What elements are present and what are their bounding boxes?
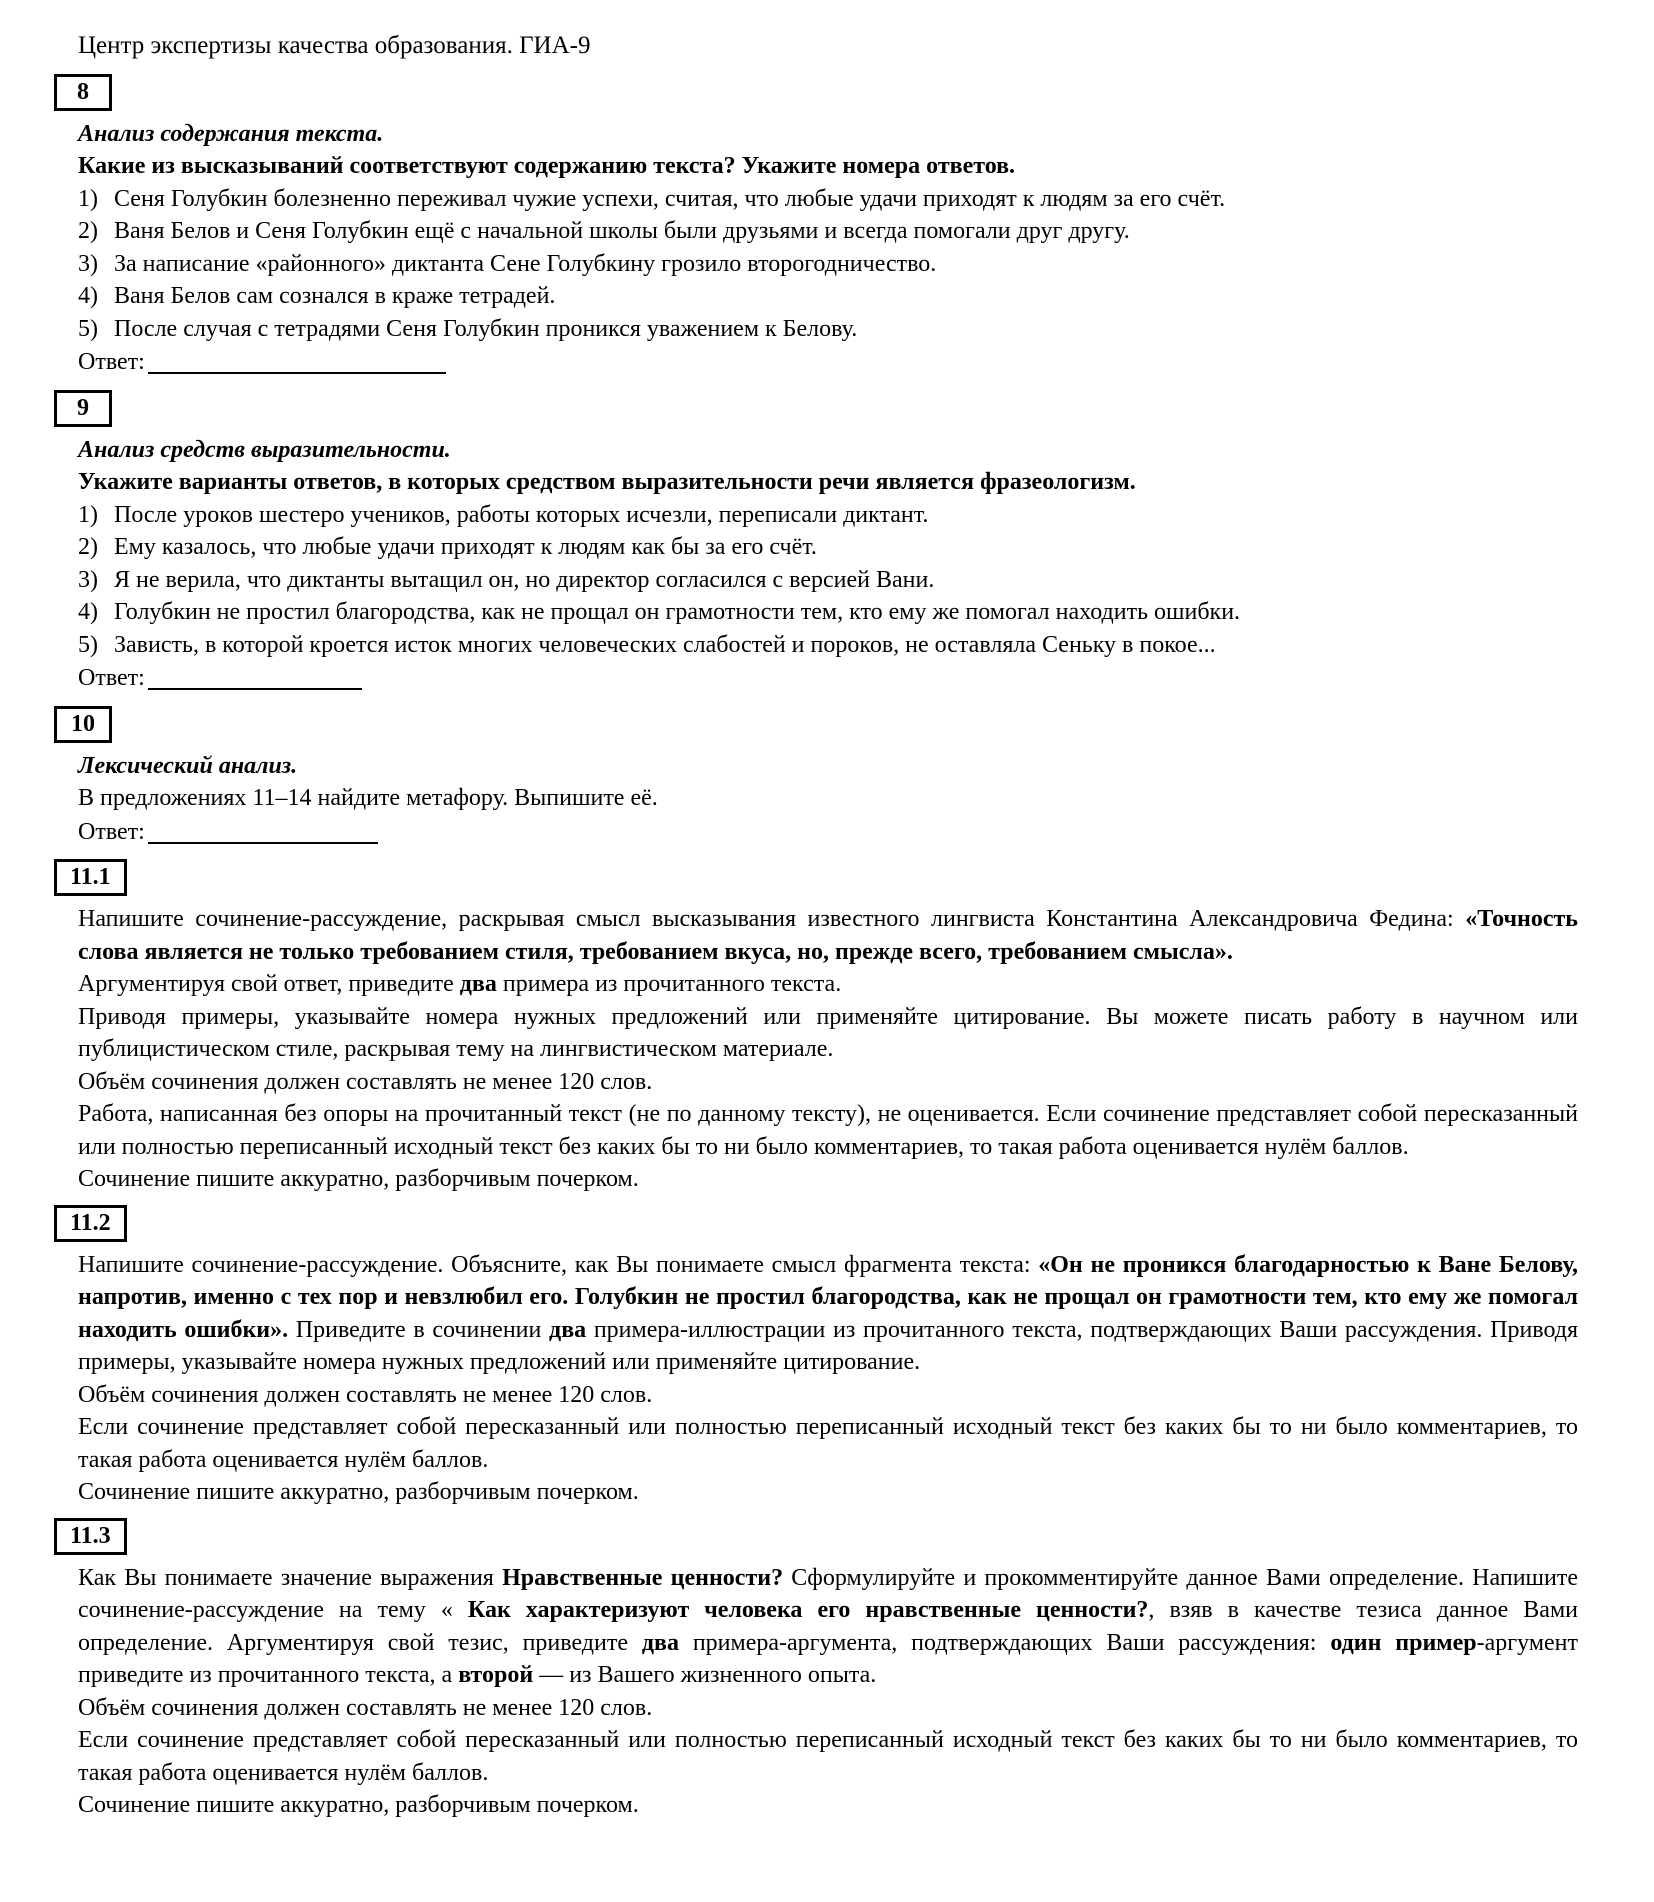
- option-text: Я не верила, что диктанты вытащил он, но директор согласился с версией Вани.: [114, 566, 935, 593]
- option-text: Ваня Белов сам сознался в краже тетрадей.: [114, 283, 556, 309]
- task-11-1-paragraph-3: Приводя примеры, указывайте номера нужных предложений или применяйте цитирование. Вы можете писать работу в научном или публицистическом стиле, раскрывая тему на лингвистическом материале.: [78, 1003, 1578, 1062]
- option-text: После уроков шестеро учеников, работы которых исчезли, переписали диктант.: [114, 501, 929, 528]
- task-11-1-paragraph-4: Объём сочинения должен составлять не менее 120 слов.: [78, 1068, 653, 1095]
- task-8-option-2: [78, 215, 1578, 248]
- task-11-2-paragraph-2: Объём сочинения должен составлять не менее 120 слов.: [78, 1381, 653, 1408]
- option-number: 1): [78, 501, 98, 528]
- task-8-answer-row: [78, 346, 1578, 379]
- task-9-answer-blank[interactable]: [148, 664, 362, 690]
- option-number: 3): [78, 566, 98, 593]
- answer-label: Ответ:: [78, 349, 145, 375]
- option-text: Голубкин не простил благородства, как не прощал он грамотности тем, кто ему же помогал находить ошибки.: [114, 599, 1241, 625]
- option-text: После случая с тетрадями Сеня Голубкин проникся уважением к Белову.: [114, 315, 858, 342]
- task-9-answer-row: [78, 662, 1578, 695]
- task-11-1-paragraph-5: Работа, написанная без опоры на прочитанный текст (не по данному тексту), не оценивается. Если сочинение представляет собой пересказанный или полностью переписанный исходный текст без каких бы то ни было комментариев, то такая работа оценивается нулём баллов.: [78, 1101, 1578, 1160]
- task-11-2-paragraph-3: Если сочинение представляет собой пересказанный или полностью переписанный исходный текст без каких бы то ни было комментариев, то такая работа оценивается нулём баллов.: [78, 1414, 1578, 1473]
- option-number: 4): [78, 599, 98, 625]
- task-8-answer-blank[interactable]: [148, 348, 446, 374]
- task-9-option-5: [78, 629, 1578, 662]
- task-11-2-section: [70, 1196, 1579, 1509]
- option-text: Зависть, в которой кроется исток многих человеческих слабостей и пороков, не оставляла Сеньку в покое...: [114, 631, 1216, 658]
- task-11-3-paragraph-4: Сочинение пишите аккуратно, разборчивым почерком.: [78, 1792, 639, 1818]
- task-8-option-4: [78, 280, 1578, 313]
- task-8-option-5: [78, 313, 1578, 346]
- task-9-number: 9: [77, 394, 89, 421]
- task-11-1-number: 11.1: [70, 864, 111, 890]
- task-9-option-2: [78, 531, 1578, 564]
- task-8-number: 8: [77, 78, 89, 105]
- task-9-number-box: [54, 390, 112, 427]
- task-8-subtitle: Анализ содержания текста.: [78, 120, 384, 147]
- task-10-answer-row: [78, 816, 1578, 849]
- task-11-1-paragraph-1: Напишите сочинение-рассуждение, раскрывая смысл высказывания известного лингвиста Константина Александровича Федина: «Точность слова является не только требованием стиля, требованием вкуса, но, прежде всего, требованием смысла».: [78, 906, 1578, 965]
- task-11-3-paragraph-1: Как Вы понимаете значение выражения Нравственные ценности? Сформулируйте и прокомментируйте данное Вами определение. Напишите сочинение-рассуждение на тему « Как характеризуют человека его нравственные ценности?, взяв в качестве тезиса данное Вами определение. Аргументируя свой тезис, приведите два примера-аргумента, подтверждающих Ваши рассуждения: один пример-аргумент приведите из прочитанного текста, а второй — из Вашего жизненного опыта.: [78, 1564, 1578, 1688]
- page-header: Центр экспертизы качества образования. ГИА-9: [78, 32, 591, 59]
- task-8-option-1: [78, 183, 1578, 216]
- task-11-1-paragraph-6: Сочинение пишите аккуратно, разборчивым почерком.: [78, 1166, 639, 1192]
- task-11-1-section: [70, 850, 1578, 1196]
- option-number: 2): [78, 534, 98, 560]
- task-11-1-paragraph-2: Аргументируя свой ответ, приведите два примера из прочитанного текста.: [78, 971, 842, 997]
- task-10-number-box: [54, 706, 112, 743]
- task-8-option-3: [78, 248, 1578, 281]
- task-9-option-4: [78, 596, 1578, 629]
- option-text: За написание «районного» диктанта Сене Голубкину грозило второгодничество.: [114, 250, 937, 277]
- task-10-number: 10: [71, 710, 95, 737]
- task-11-2-paragraph-1: Напишите сочинение-рассуждение. Объясните, как Вы понимаете смысл фрагмента текста: «Он не проникся благодарностью к Ване Белову, напротив, именно с тех пор и невзлюбил его. Голубкин не простил благородства, как не прощал он грамотности тем, кто ему же помогал находить ошибки». Приведите в сочинении два примера-иллюстрации из прочитанного текста, подтверждающих Ваши рассуждения. Приводя примеры, указывайте номера нужных предложений или применяйте цитирование.: [78, 1251, 1579, 1375]
- task-8-section: [78, 65, 1578, 379]
- task-8-number-box: [54, 74, 112, 111]
- task-9-section: [78, 381, 1578, 695]
- task-11-3-number: 11.3: [70, 1522, 111, 1549]
- option-number: 1): [78, 185, 98, 212]
- answer-label: Ответ:: [78, 665, 145, 691]
- task-8-prompt: Какие из высказываний соответствуют содержанию текста? Укажите номера ответов.: [78, 153, 1016, 179]
- task-11-2-number: 11.2: [70, 1209, 111, 1236]
- option-number: 5): [78, 315, 98, 342]
- option-number: 4): [78, 283, 98, 309]
- task-9-option-3: [78, 564, 1578, 597]
- task-10-subtitle: Лексический анализ.: [78, 752, 298, 779]
- option-number: 5): [78, 631, 98, 658]
- task-11-2-number-box: [54, 1205, 127, 1242]
- task-10-answer-blank[interactable]: [148, 818, 378, 844]
- task-11-3-paragraph-2: Объём сочинения должен составлять не менее 120 слов.: [78, 1694, 653, 1721]
- task-11-1-number-box: [54, 859, 127, 896]
- task-11-2-paragraph-4: Сочинение пишите аккуратно, разборчивым почерком.: [78, 1479, 639, 1505]
- task-11-3-number-box: [54, 1518, 127, 1555]
- option-text: Ему казалось, что любые удачи приходят к людям как бы за его счёт.: [114, 534, 817, 560]
- task-11-3-section: [70, 1509, 1578, 1822]
- task-9-option-1: [78, 499, 1578, 532]
- task-11-3-paragraph-3: Если сочинение представляет собой пересказанный или полностью переписанный исходный текст без каких бы то ни было комментариев, то такая работа оценивается нулём баллов.: [78, 1727, 1578, 1786]
- task-10-section: [71, 697, 1578, 849]
- option-text: Ваня Белов и Сеня Голубкин ещё с начальной школы были друзьями и всегда помогали друг другу.: [114, 218, 1130, 244]
- task-9-prompt: Укажите варианты ответов, в которых средством выразительности речи является фразеологизм.: [78, 469, 1136, 495]
- option-text: Сеня Голубкин болезненно переживал чужие успехи, считая, что любые удачи приходят к людям за его счёт.: [114, 185, 1226, 212]
- answer-label: Ответ:: [78, 818, 145, 845]
- task-10-prompt: В предложениях 11–14 найдите метафору. Выпишите её.: [78, 785, 658, 811]
- option-number: 3): [78, 250, 98, 277]
- option-number: 2): [78, 218, 98, 244]
- task-9-subtitle: Анализ средств выразительности.: [78, 436, 451, 463]
